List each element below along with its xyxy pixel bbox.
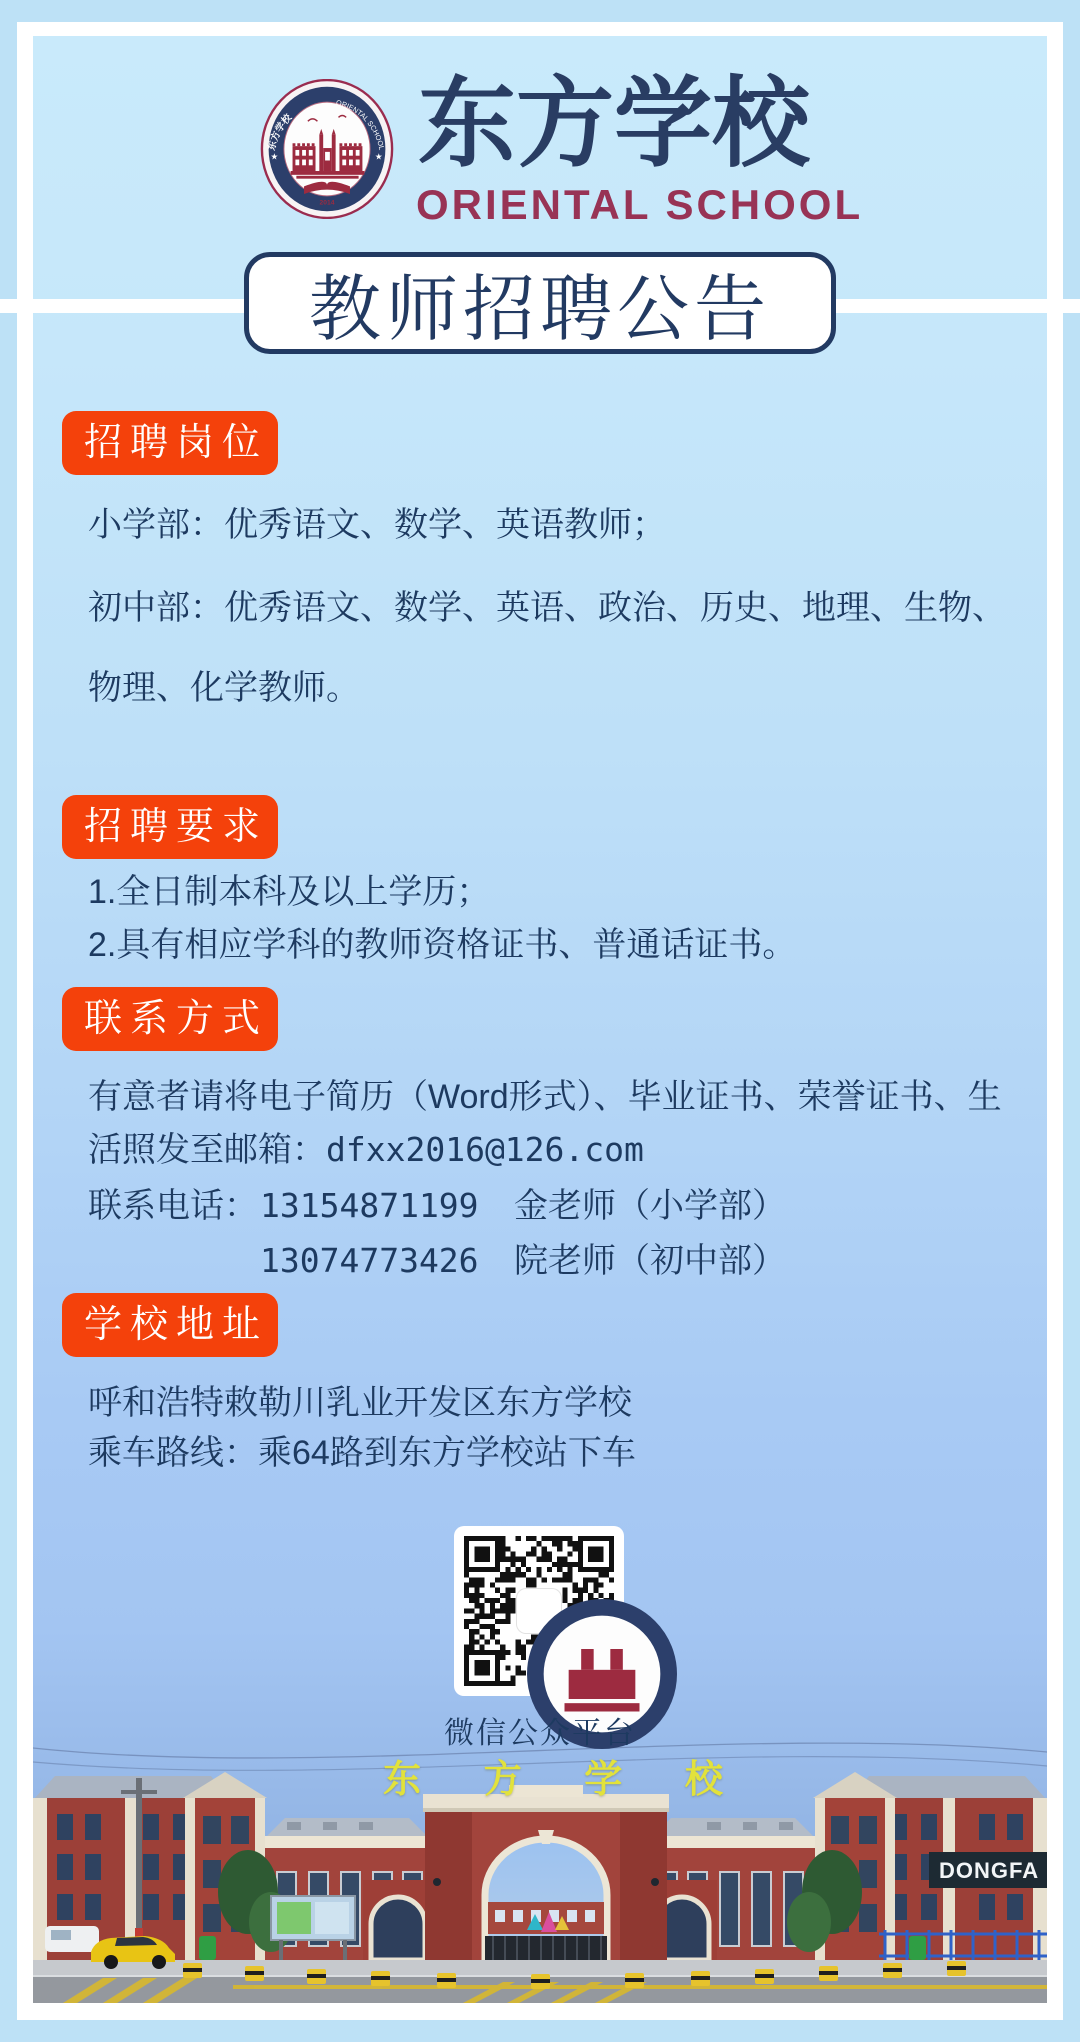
logo-star-right: ★ [374, 151, 383, 162]
logo-ring-cn: 东方学校 [266, 112, 295, 152]
positions-line-2: 初中部：优秀语文、数学、英语、政治、历史、地理、生物、 [88, 589, 1006, 627]
address-line-2: 乘车路线：乘64路到东方学校站下车 [88, 1434, 636, 1472]
contact-line-2 [88, 1130, 644, 1171]
poster-title: 教师招聘公告 [308, 270, 771, 350]
rooftop-sign-text: 东 方 学 校 [383, 1759, 749, 1801]
address-line-1: 呼和浩特敕勒川乳业开发区东方学校 [88, 1384, 632, 1422]
email-address: dfxx2016@126.com [326, 1130, 644, 1169]
wechat-qr-code [454, 1526, 624, 1696]
section-badge-positions: 招聘岗位 [62, 411, 278, 475]
school-logo [260, 79, 394, 219]
phone-row-1 [88, 1178, 786, 1227]
gate-signboard-text: DONGFA [939, 1858, 1040, 1883]
positions-line-3: 物理、化学教师。 [88, 669, 360, 707]
school-name-cn: 东方学校 [418, 68, 811, 178]
positions-line-1: 小学部：优秀语文、数学、英语教师； [88, 506, 666, 544]
requirements-item-1: 1.全日制本科及以上学历； [88, 873, 491, 911]
qr-center-logo [517, 1589, 561, 1633]
email-prefix: 活照发至邮箱： [88, 1131, 326, 1169]
section-badge-contact: 联系方式 [62, 987, 278, 1051]
logo-star-left: ★ [270, 151, 279, 162]
school-name-en: ORIENTAL SCHOOL [416, 181, 864, 228]
phone-number-2: 13074773426 [260, 1241, 479, 1280]
right-wing [647, 1818, 815, 1960]
contact-line-1: 有意者请将电子简历（Word形式）、毕业证书、荣誉证书、生 [88, 1078, 1002, 1116]
logo-ring-en: ORIENTAL SCHOOL [335, 98, 386, 151]
section-badge-requirements: 招聘要求 [62, 795, 278, 859]
section-badge-address: 学校地址 [62, 1293, 278, 1357]
white-van [45, 1926, 99, 1952]
logo-year: 2014 [319, 199, 335, 207]
phone-label: 联系电话： [88, 1187, 258, 1225]
trash-bin [909, 1936, 926, 1960]
qr-caption: 微信公众平台 [444, 1717, 636, 1750]
poster-title-banner [244, 252, 836, 354]
phone-teacher-1: 金老师（小学部） [514, 1187, 786, 1225]
phone-row-2 [88, 1233, 786, 1282]
phone-number-1: 13154871199 [260, 1186, 479, 1225]
phone-teacher-2: 院老师（初中部） [514, 1242, 786, 1280]
requirements-item-2: 2.具有相应学科的教师资格证书、普通话证书。 [88, 926, 797, 964]
gate [423, 1785, 669, 1967]
trash-bin [199, 1936, 216, 1960]
